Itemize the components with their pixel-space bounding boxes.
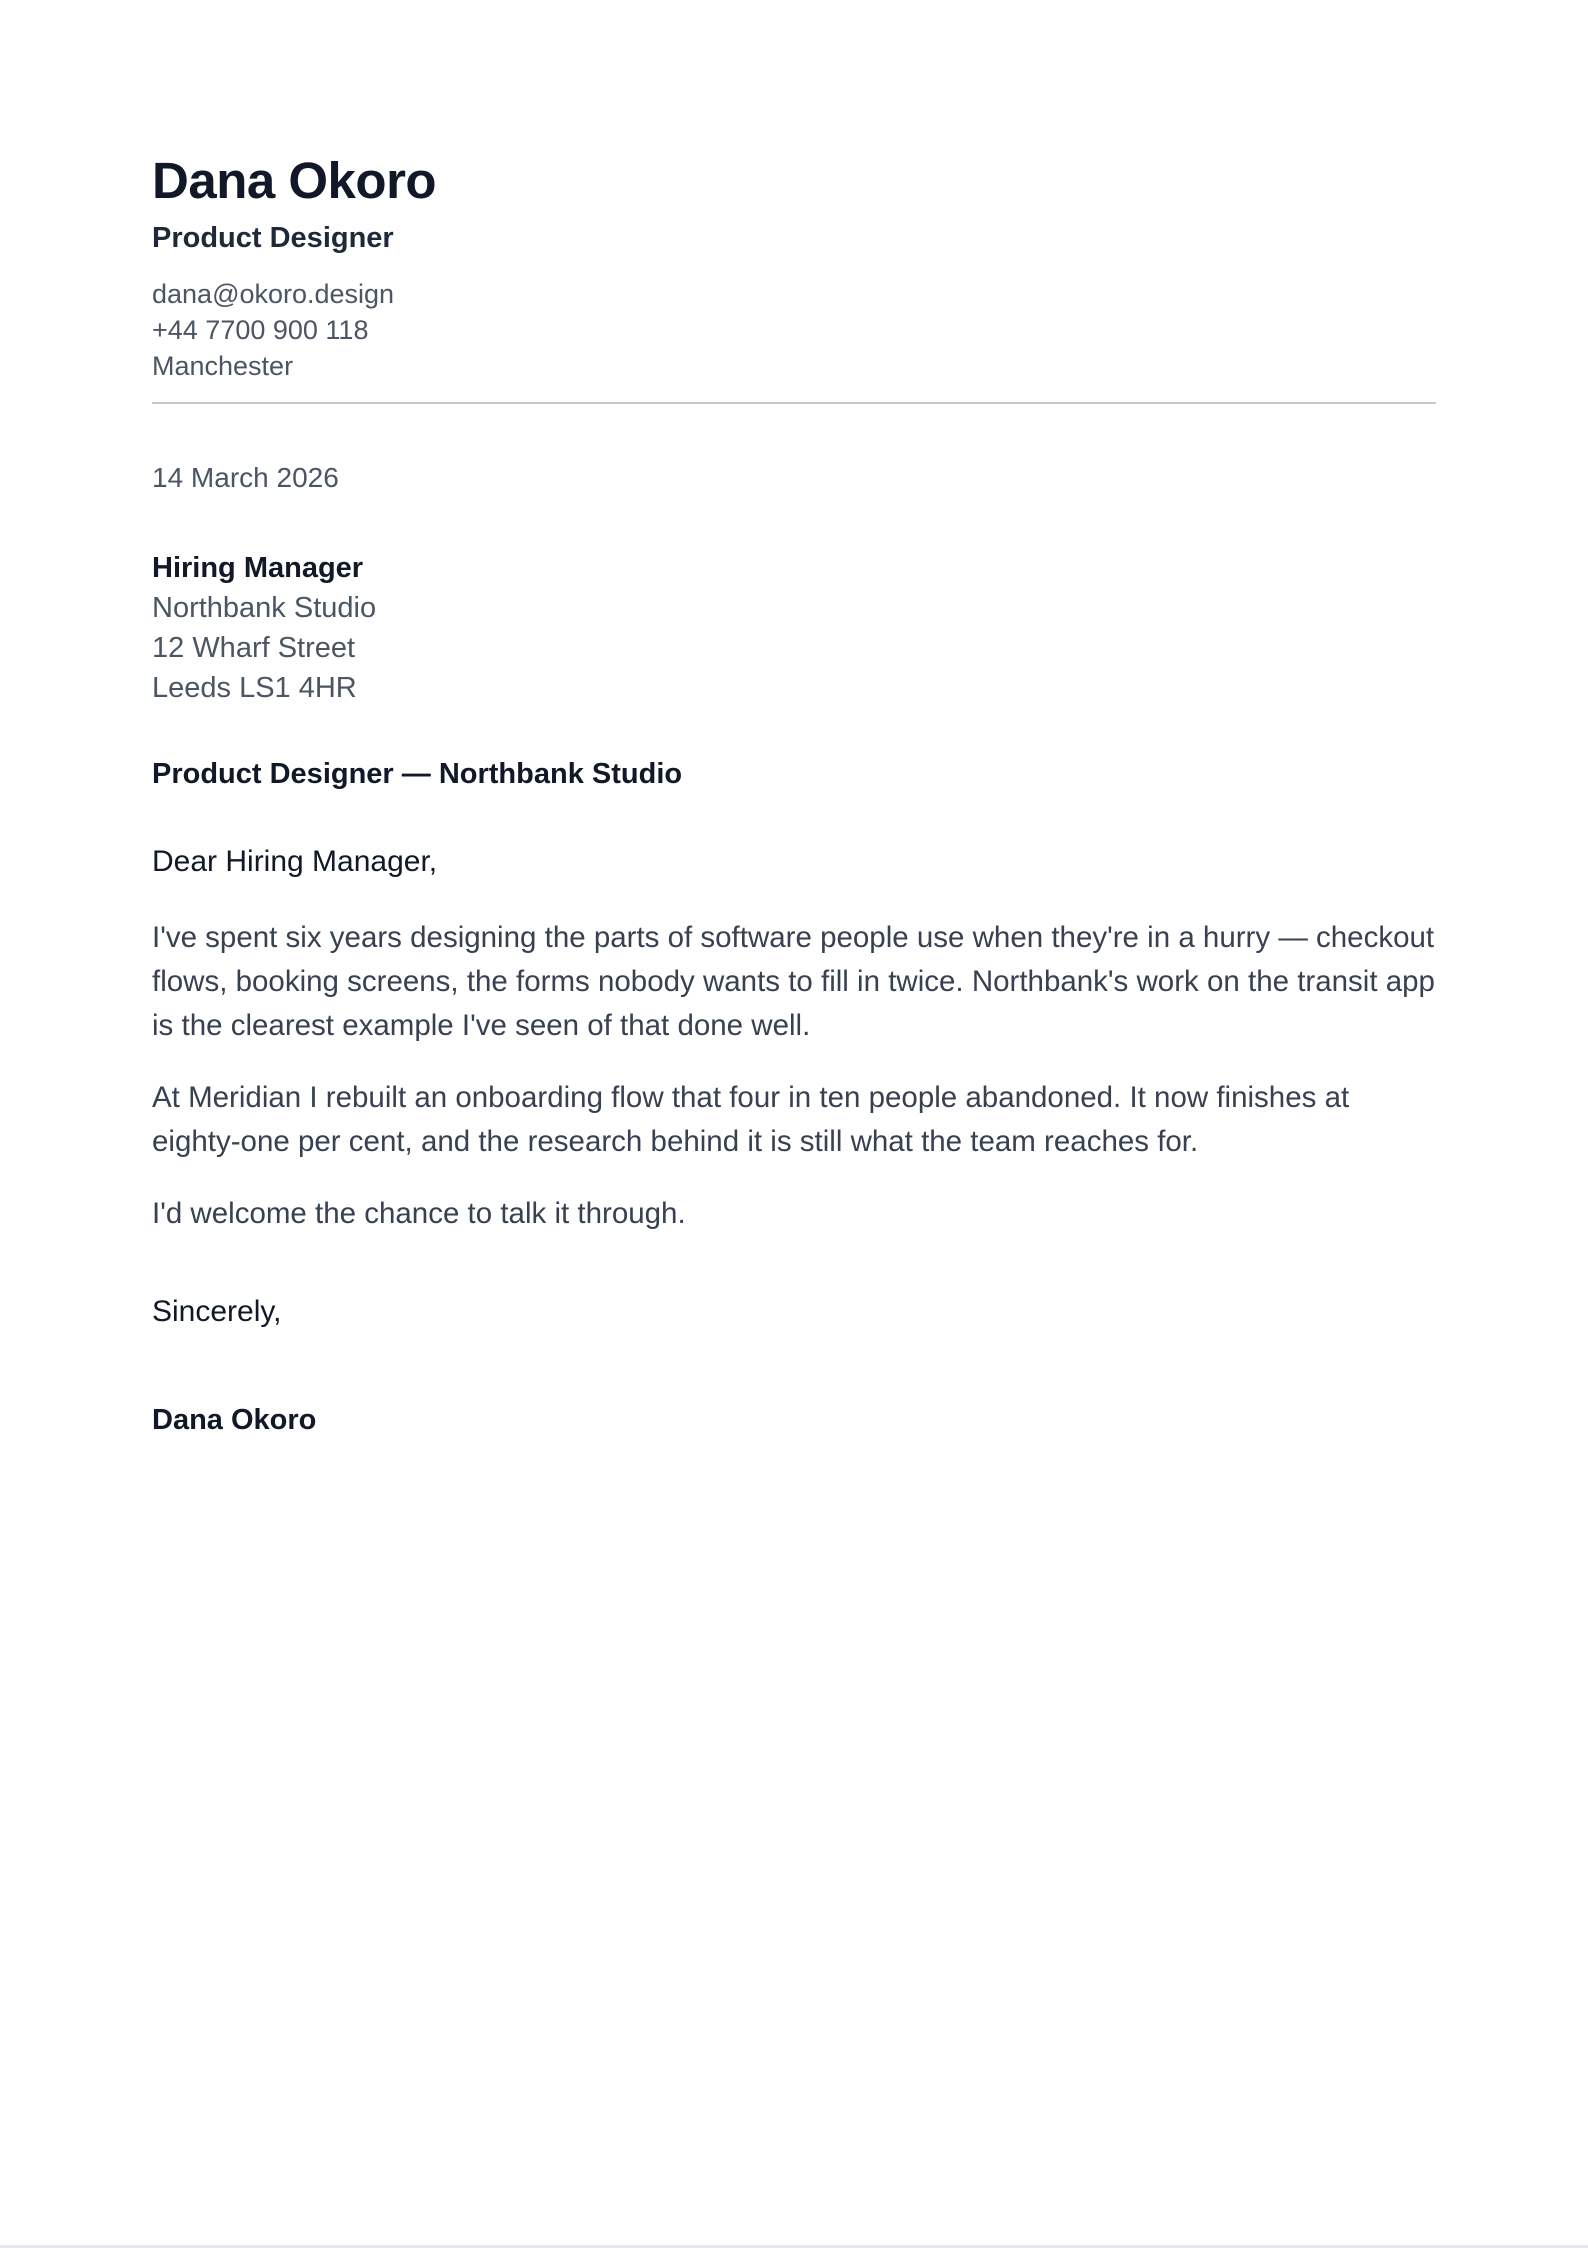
body-paragraph: I've spent six years designing the parts of software people use when they're in a hurry — checkout flows, booking screens, the forms nobody wants to fill in twice. Northbank's work on the transit app is the clearest example I've seen of that done well. bbox=[152, 921, 1435, 1042]
salutation: Dear Hiring Manager, bbox=[152, 845, 438, 878]
letter-header bbox=[152, 150, 1436, 384]
letter-body bbox=[152, 916, 1436, 1236]
sender-role: Product Designer bbox=[152, 222, 394, 254]
recipient-city: Leeds LS1 4HR bbox=[152, 672, 357, 704]
contact-phone: +44 7700 900 118 bbox=[152, 315, 369, 345]
contact-location: Manchester bbox=[152, 351, 294, 381]
letter-subject: Product Designer — Northbank Studio bbox=[152, 758, 683, 790]
body-paragraph: At Meridian I rebuilt an onboarding flow that four in ten people abandoned. It now finishes at eighty-one per cent, and the research behind it is still what the team reaches for. bbox=[152, 1081, 1350, 1158]
header-divider bbox=[152, 402, 1436, 404]
contact-block bbox=[152, 276, 1436, 384]
letter-date: 14 March 2026 bbox=[152, 462, 339, 493]
closing: Sincerely, bbox=[152, 1295, 282, 1328]
recipient-company: Northbank Studio bbox=[152, 592, 377, 624]
recipient-name: Hiring Manager bbox=[152, 552, 364, 584]
contact-email: dana@okoro.design bbox=[152, 279, 395, 309]
sender-name: Dana Okoro bbox=[152, 152, 437, 209]
recipient-street: 12 Wharf Street bbox=[152, 632, 356, 664]
signature: Dana Okoro bbox=[152, 1404, 317, 1436]
recipient-block bbox=[152, 548, 1436, 708]
body-paragraph: I'd welcome the chance to talk it through. bbox=[152, 1197, 686, 1230]
letter-content bbox=[152, 150, 1436, 1440]
